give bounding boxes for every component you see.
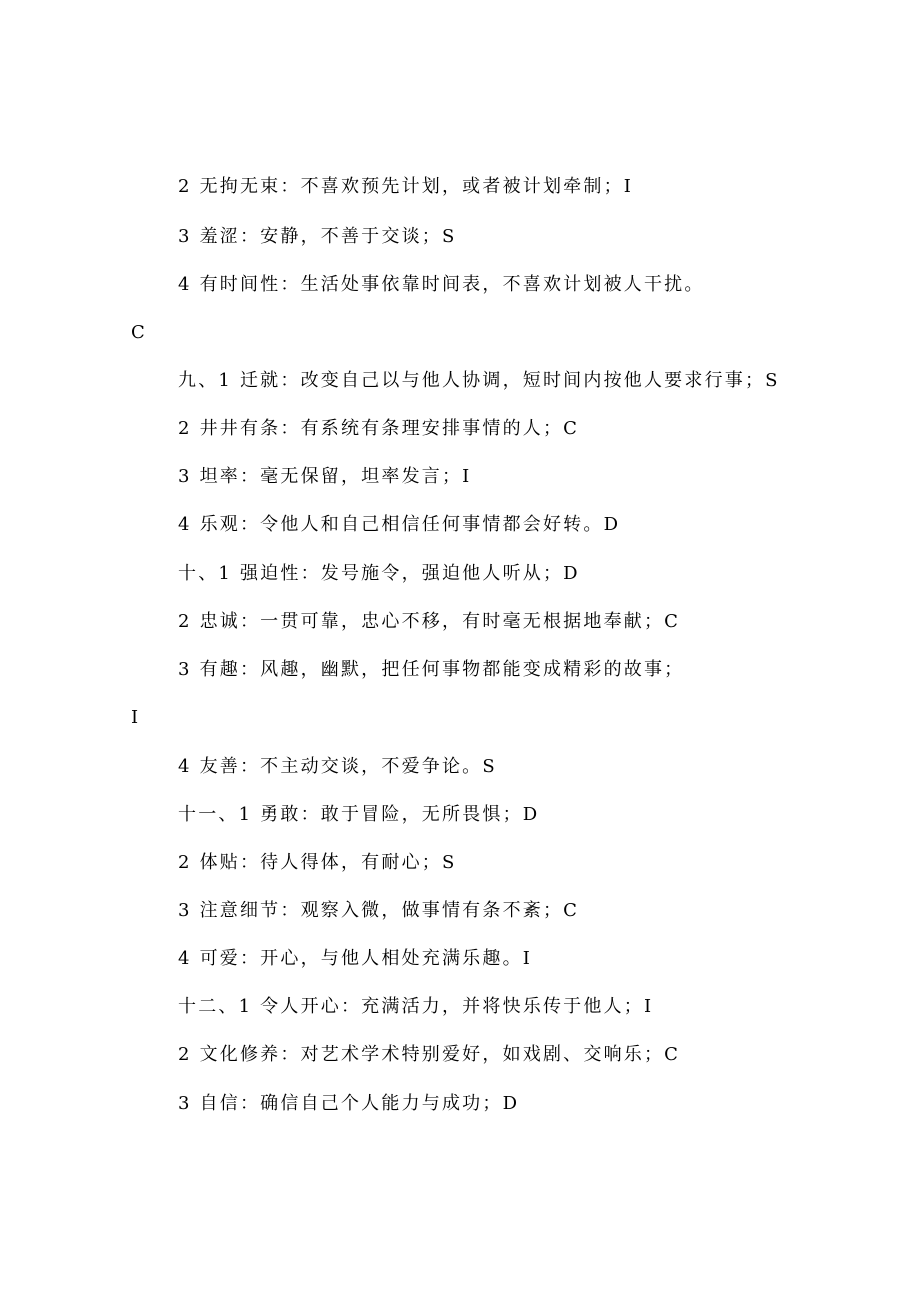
text-line: 2 井井有条：有系统有条理安排事情的人；C [178,418,580,439]
text-line: C [131,322,147,343]
text-line: 4 友善：不主动交谈，不爱争论。S [178,756,497,777]
text-line: 2 无拘无束：不喜欢预先计划，或者被计划牵制；I [178,176,634,197]
text-line: 3 自信：确信自己个人能力与成功；D [178,1093,520,1114]
text-line: 4 有时间性：生活处事依靠时间表，不喜欢计划被人干扰。 [178,274,705,295]
text-line: 十一、1 勇敢：敢于冒险，无所畏惧；D [178,804,540,825]
text-line: 2 体贴：待人得体，有耐心；S [178,852,457,873]
text-line: 4 可爱：开心，与他人相处充满乐趣。I [178,948,533,969]
text-line: 4 乐观：令他人和自己相信任何事情都会好转。D [178,514,621,535]
text-line: I [131,707,141,728]
text-line: 九、1 迁就：改变自己以与他人协调，短时间内按他人要求行事；S [178,370,780,391]
text-line: 2 文化修养：对艺术学术特别爱好，如戏剧、交响乐；C [178,1044,681,1065]
text-line: 十、1 强迫性：发号施令，强迫他人听从；D [178,563,580,584]
text-line: 3 羞涩：安静，不善于交谈；S [178,226,457,247]
text-line: 十二、1 令人开心：充满活力，并将快乐传于他人；I [178,996,654,1017]
text-line: 3 有趣：风趣，幽默，把任何事物都能变成精彩的故事； [178,659,685,680]
text-line: 3 坦率：毫无保留，坦率发言；I [178,466,472,487]
text-line: 2 忠诚：一贯可靠，忠心不移，有时毫无根据地奉献；C [178,611,681,632]
text-line: 3 注意细节：观察入微，做事情有条不紊；C [178,900,580,921]
